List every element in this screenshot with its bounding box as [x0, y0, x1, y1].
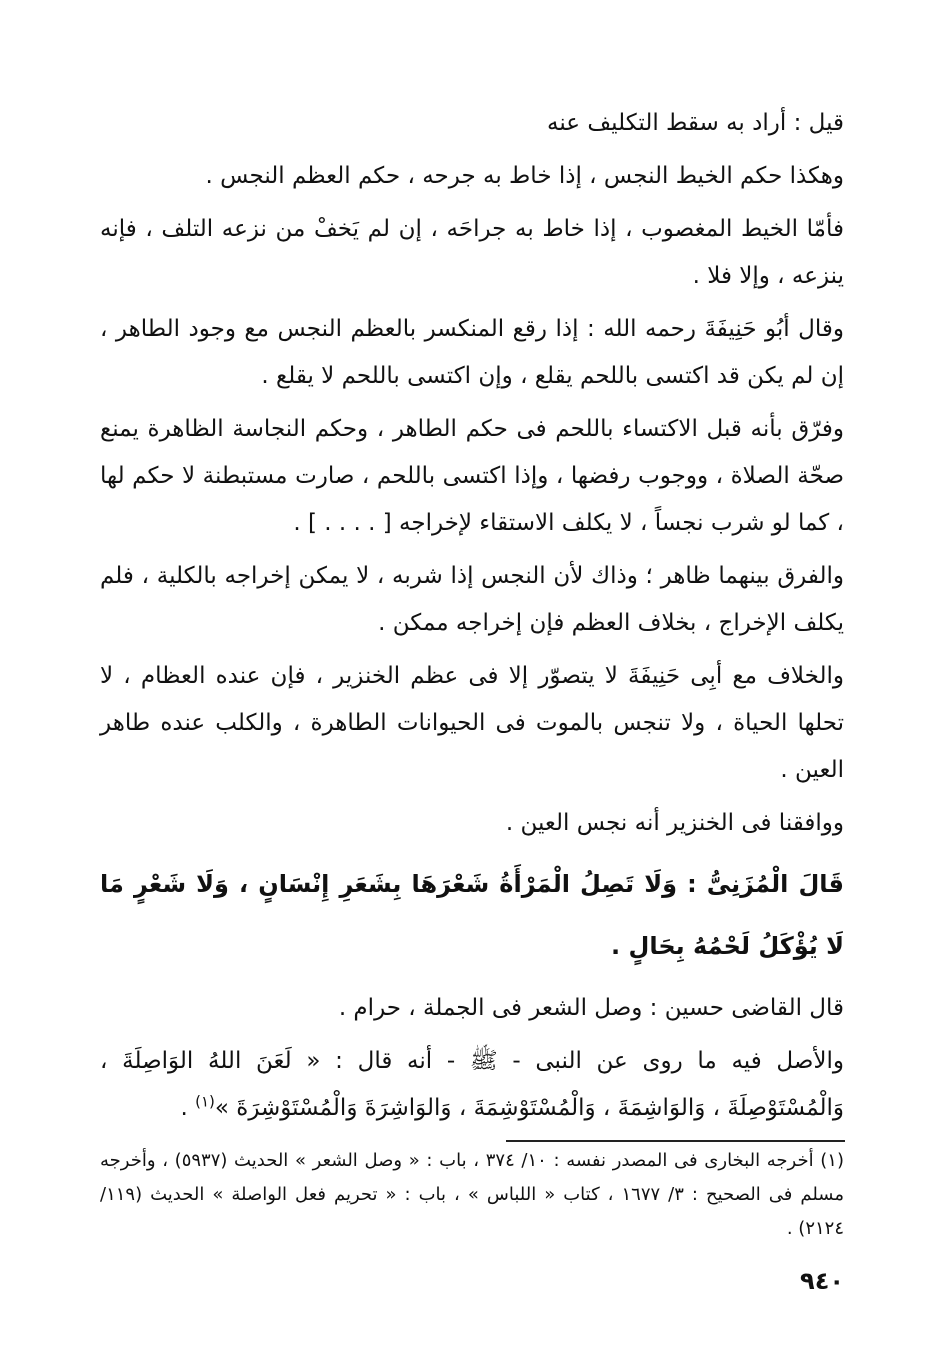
- paragraph: وهكذا حكم الخيط النجس ، إذا خاط به جرحه ، حكم العظم النجس .: [205, 163, 844, 189]
- paragraph: والفرق بينهما ظاهر ؛ وذاك لأن النجس إذا شربه ، لا يمكن إخراجه بالكلية ، فلم يكلف الإخراج ، بخلاف العظم فإن إخراجه ممكن .: [100, 563, 844, 636]
- page-number: ٩٤٠: [800, 1267, 844, 1295]
- paragraph: ووافقنا فى الخنزير أنه نجس العين .: [505, 810, 844, 836]
- footnotes: [100, 1140, 844, 1246]
- hadith-end: .: [180, 1095, 196, 1121]
- paragraph: فأمّا الخيط المغصوب ، إذا خاط به جراحَه ، إن لم يَخفْ من نزعه التلف ، فإنه ينزعه ، وإلا فلا .: [100, 216, 844, 289]
- body-text: [100, 100, 844, 1132]
- footnote-ref: (١): [195, 1092, 215, 1111]
- hadith-paragraph: [100, 1038, 844, 1132]
- footnote: (١) أخرجه البخارى فى المصدر نفسه : ١٠/ ٣٧٤ ، باب : « وصل الشعر » الحديث (٥٩٣٧) ، وأخرجه مسلم فى الصحيح : ٣/ ١٦٧٧ ، كتاب « اللباس » ، باب : « تحريم فعل الواصلة » الحديث (١١٩/ ٢١٢٤) .: [100, 1150, 844, 1239]
- paragraph: وفرّق بأنه قبل الاكتساء باللحم فى حكم الطاهر ، وحكم النجاسة الظاهرة يمنع صحّة الصلاة ، ووجوب رفضها ، وإذا اكتسى باللحم ، صارت مستبطنة لا حكم لها ، كما لو شرب نجساً ، لا يكلف الاستقاء لإخراجه [ . . . . ] .: [100, 416, 844, 536]
- muzani-quote: قَالَ الْمُزَنِىُّ : وَلَا تَصِلُ الْمَرْأَةُ شَعْرَهَا بِشَعَرِ إِنْسَانٍ ، وَلَا شَعْرٍ مَا لَا يُؤْكَلُ لَحْمُهُ بِحَالٍ .: [100, 870, 844, 960]
- paragraph: والخلاف مع أبِى حَنِيفَةَ لا يتصوّر إلا فى عظم الخنزير ، فإن عنده العظام ، لا تحلها الحياة ، ولا تنجس بالموت فى الحيوانات الطاهرة ، والكلب عنده طاهر العين .: [100, 663, 844, 783]
- paragraph: قال القاضى حسين : وصل الشعر فى الجملة ، حرام .: [338, 995, 844, 1021]
- paragraph: وقال أبُو حَنِيفَةَ رحمه الله : إذا رقع المنكسر بالعظم النجس مع وجود الطاهر ، إن لم يكن قد اكتسى باللحم يقلع ، وإن اكتسى باللحم لا يقلع .: [100, 316, 844, 389]
- hadith-text: والأصل فيه ما روى عن النبى - ﷺ - أنه قال : « لَعَنَ اللهُ الوَاصِلَةَ ، وَالْمُسْتَوْصِلَةَ ، وَالوَاشِمَةَ ، وَالْمُسْتَوْشِمَةَ ، وَالوَاشِرَةَ وَالْمُسْتَوْشِرَةَ »: [100, 1048, 844, 1121]
- paragraph: قيل : أراد به سقط التكليف عنه: [547, 110, 844, 136]
